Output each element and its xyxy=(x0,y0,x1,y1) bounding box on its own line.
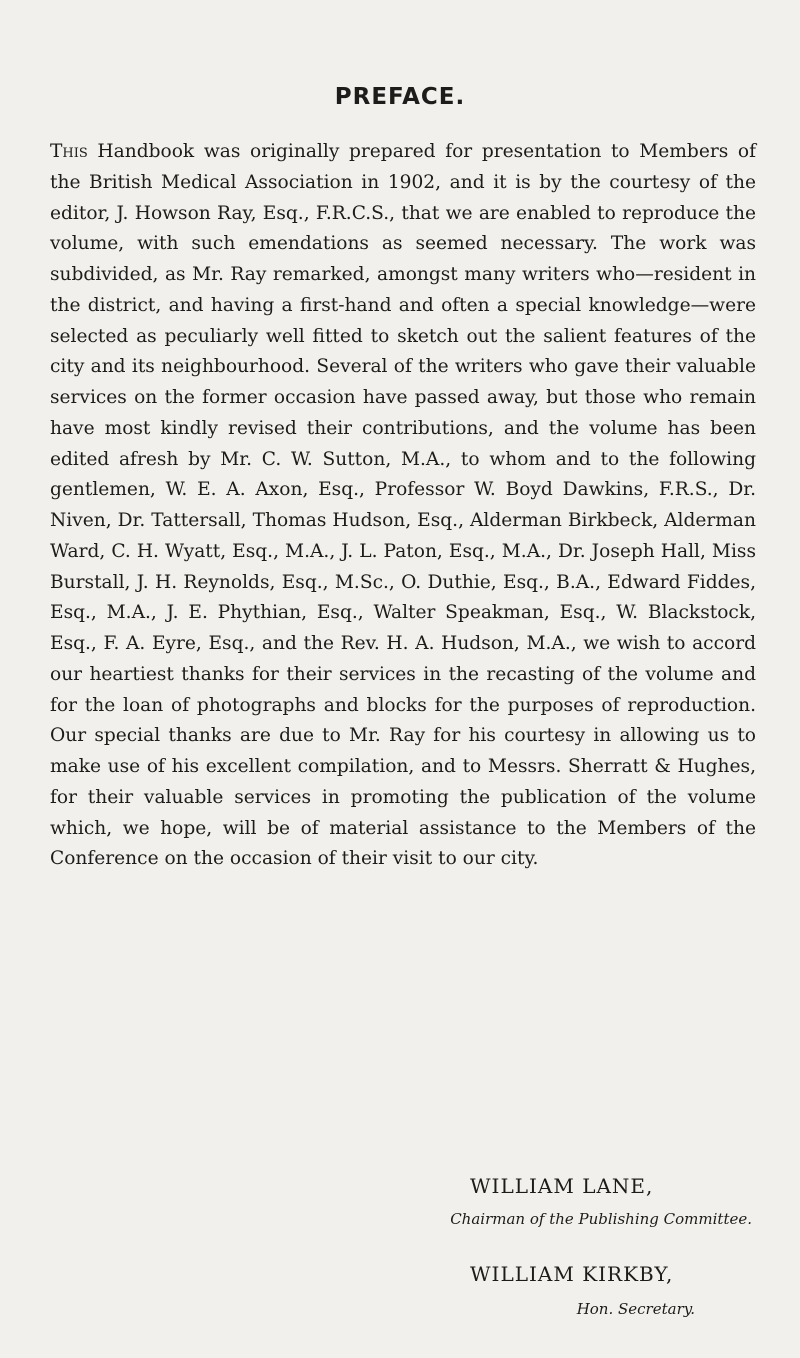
page-heading: PREFACE. xyxy=(334,84,466,110)
preface-lead-word: This xyxy=(50,141,88,162)
chairman-name: WILLIAM LANE, xyxy=(470,1174,654,1198)
secretary-name: WILLIAM KIRKBY, xyxy=(470,1262,674,1286)
preface-body: Handbook was originally prepared for presentation to Members of the British Medical Association in 1902, and it is by the courtesy of the editor, J. Howson Ray, Esq., F.R.C.S., that we are enabled to reproduce the volume, with such emendations as seemed necessary. The work was subdivided, as Mr. Ray remarked, amongst many writers who—resident in the district, and having a first-hand and often a special knowledge—were selected as peculiarly well fitted to sketch out the salient features of the city and its neighbourhood. Several of the writers who gave their valuable services on the former occasion have passed away, but those who remain have most kindly revised their contributions, and the volume has been edited afresh by Mr. C. W. Sutton, M.A., to whom and to the following gentlemen, W. E. A. Axon, Esq., Professor W. Boyd Dawkins, F.R.S., Dr. Niven, Dr. Tattersall, Thomas Hudson, Esq., Alderman Birkbeck, Alderman Ward, C. H. Wyatt, Esq., M.A., J. L. Paton, Esq., M.A., Dr. Joseph Hall, Miss Burstall, J. H. Reynolds, Esq., M.Sc., O. Duthie, Esq., B.A., Edward Fiddes, Esq., M.A., J. E. Phythian, Esq., Walter Speakman, Esq., W. Blackstock, Esq., F. A. Eyre, Esq., and the Rev. H. A. Hudson, M.A., we wish to accord our heartiest thanks for their services in the recasting of the volume and for the loan of photographs and blocks for the purposes of reproduction. Our special thanks are due to Mr. Ray for his courtesy in allowing us to make use of his excellent compilation, and to Messrs. Sherratt & Hughes, for their valuable services in promoting the publication of the volume which, we hope, will be of material assistance to the Members of the Conference on the occasion of their visit to our city. xyxy=(50,141,756,870)
chairman-title: Chairman of the Publishing Committee. xyxy=(450,1210,752,1228)
preface-paragraph xyxy=(50,137,756,875)
secretary-title: Hon. Secretary. xyxy=(576,1300,695,1318)
